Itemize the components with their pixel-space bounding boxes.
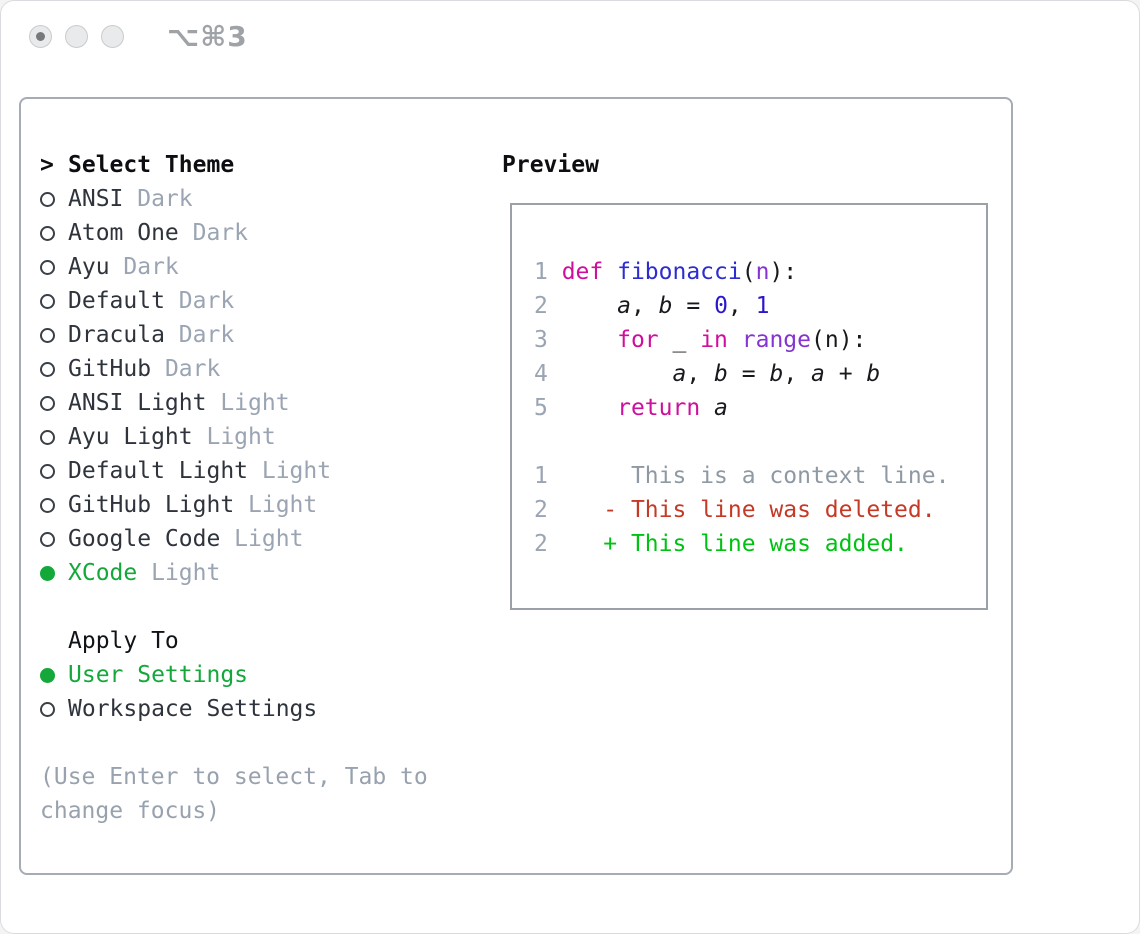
code-segment-pl: , (630, 293, 659, 319)
item-variant-tag: Light (220, 526, 304, 552)
code-line (534, 493, 949, 527)
code-segment-pl: = (672, 293, 715, 319)
radio-icon (40, 260, 55, 275)
item-label: GitHub Light (68, 492, 235, 518)
code-segment-pl: , (686, 361, 715, 387)
radio-selected-icon (40, 668, 55, 683)
code-segment-ln: 4 (534, 361, 562, 387)
item-label: ANSI Light (68, 390, 207, 416)
code-segment-del: - This line was deleted. (561, 497, 936, 523)
code-segment-v: b (769, 361, 784, 387)
item-variant-tag: Light (248, 458, 332, 484)
item-variant-tag: Dark (178, 220, 249, 246)
apply-option-user-settings[interactable] (40, 658, 492, 692)
code-segment-pl (562, 327, 617, 353)
item-label: Default (68, 288, 165, 314)
code-line (534, 425, 949, 459)
theme-item-dracula[interactable] (40, 318, 492, 352)
theme-item-github-light[interactable] (40, 488, 492, 522)
code-segment-pl (562, 395, 617, 421)
code-preview (534, 255, 949, 561)
radio-icon (40, 702, 55, 717)
theme-item-xcode[interactable] (40, 556, 492, 590)
radio-icon (40, 532, 55, 547)
theme-picker-panel (19, 97, 1013, 875)
item-variant-tag: Light (234, 492, 318, 518)
theme-item-default[interactable] (40, 284, 492, 318)
item-label: GitHub (68, 356, 152, 382)
item-variant-tag: Dark (151, 356, 221, 382)
keyboard-shortcut-label: ⌥⌘3 (167, 20, 248, 53)
code-line (534, 527, 949, 561)
theme-item-ayu-light[interactable] (40, 420, 492, 454)
code-line (534, 357, 949, 391)
item-label: ANSI (68, 186, 124, 212)
theme-item-ansi[interactable] (40, 182, 492, 216)
select-theme-title: Select Theme (68, 152, 235, 178)
code-segment-pl: = (727, 361, 770, 387)
code-segment-ln: 5 (534, 395, 562, 421)
theme-item-google-code[interactable] (40, 522, 492, 556)
code-segment-lit: 1 (755, 293, 770, 319)
focus-caret: > (40, 152, 54, 178)
code-segment-ctx: This is a context line. (561, 463, 950, 489)
item-variant-tag: Light (206, 390, 290, 416)
code-segment-pl: ( (741, 259, 756, 285)
code-segment-pl (562, 361, 673, 387)
code-segment-pl: _ (658, 327, 701, 353)
item-variant-tag: Dark (109, 254, 179, 280)
keyboard-hint: (Use Enter to select, Tab to change focus) (40, 764, 428, 824)
apply-to-header: Apply To (68, 628, 179, 654)
code-segment-add: + This line was added. (561, 531, 908, 557)
radio-icon (40, 396, 55, 411)
item-label: Atom One (68, 220, 179, 246)
radio-icon (40, 362, 55, 377)
item-label: Google Code (68, 526, 221, 552)
code-segment-fn: fibonacci (617, 259, 742, 285)
code-segment-v: a (811, 361, 825, 387)
code-line (534, 323, 949, 357)
code-segment-v: a (617, 293, 631, 319)
code-segment-ln: 1 (534, 463, 562, 489)
code-segment-pl (562, 293, 617, 319)
code-segment-call: range (741, 327, 811, 353)
zoom-button[interactable] (101, 25, 124, 48)
code-segment-ln: 3 (534, 327, 562, 353)
code-segment-v: a (672, 361, 687, 387)
titlebar (0, 0, 1140, 74)
code-line (534, 289, 949, 323)
code-segment-kw: for (617, 327, 659, 353)
code-segment-pl (700, 395, 714, 421)
item-variant-tag: Light (192, 424, 276, 450)
preview-box (510, 203, 988, 610)
code-segment-ln: 2 (534, 531, 562, 557)
item-variant-tag: Dark (123, 186, 193, 212)
radio-selected-icon (40, 566, 55, 581)
item-label: XCode (68, 560, 138, 586)
radio-icon (40, 328, 55, 343)
item-label: Dracula (68, 322, 165, 348)
code-segment-v: b (658, 293, 673, 319)
theme-item-ayu[interactable] (40, 250, 492, 284)
code-line (534, 391, 949, 425)
item-label: User Settings (68, 662, 249, 688)
code-segment-pl: ): (769, 259, 798, 285)
theme-item-github[interactable] (40, 352, 492, 386)
code-segment-lit: 0 (714, 293, 728, 319)
code-segment-pm: n (755, 259, 770, 285)
code-segment-kw: def (561, 259, 618, 285)
item-label: Ayu (68, 254, 110, 280)
theme-item-ansi-light[interactable] (40, 386, 492, 420)
code-segment-pl: , (783, 361, 812, 387)
close-button-dot (36, 32, 45, 41)
apply-to-list (40, 658, 492, 726)
minimize-button[interactable] (65, 25, 88, 48)
item-variant-tag: Light (137, 560, 221, 586)
apply-option-workspace-settings[interactable] (40, 692, 492, 726)
code-line (534, 459, 949, 493)
item-label: Workspace Settings (68, 696, 318, 722)
code-segment-ln: 1 (534, 259, 562, 285)
preview-title: Preview (502, 152, 599, 178)
code-segment-ln: 2 (534, 293, 562, 319)
code-segment-pl (728, 327, 742, 353)
item-variant-tag: Dark (164, 322, 235, 348)
radio-icon (40, 226, 55, 241)
close-button[interactable] (29, 25, 52, 48)
code-segment-kw: return (617, 395, 701, 421)
code-segment-v: a (714, 395, 728, 421)
item-variant-tag: Dark (164, 288, 235, 314)
radio-icon (40, 464, 55, 479)
radio-icon (40, 192, 55, 207)
item-label: Default Light (68, 458, 249, 484)
radio-icon (40, 294, 55, 309)
code-segment-pl: , (727, 293, 756, 319)
code-line (534, 255, 949, 289)
theme-item-default-light[interactable] (40, 454, 492, 488)
radio-icon (40, 498, 55, 513)
item-label: Ayu Light (68, 424, 193, 450)
code-segment-ln: 2 (534, 497, 562, 523)
code-segment-pl: + (824, 361, 867, 387)
code-segment-v: b (866, 361, 881, 387)
select-theme-header (40, 148, 492, 182)
theme-list (40, 182, 492, 590)
radio-icon (40, 430, 55, 445)
code-segment-kw: in (700, 327, 728, 353)
code-segment-pl: (n): (811, 327, 867, 353)
code-segment-v: b (714, 361, 728, 387)
theme-item-atom-one[interactable] (40, 216, 492, 250)
theme-list-column (40, 148, 492, 828)
